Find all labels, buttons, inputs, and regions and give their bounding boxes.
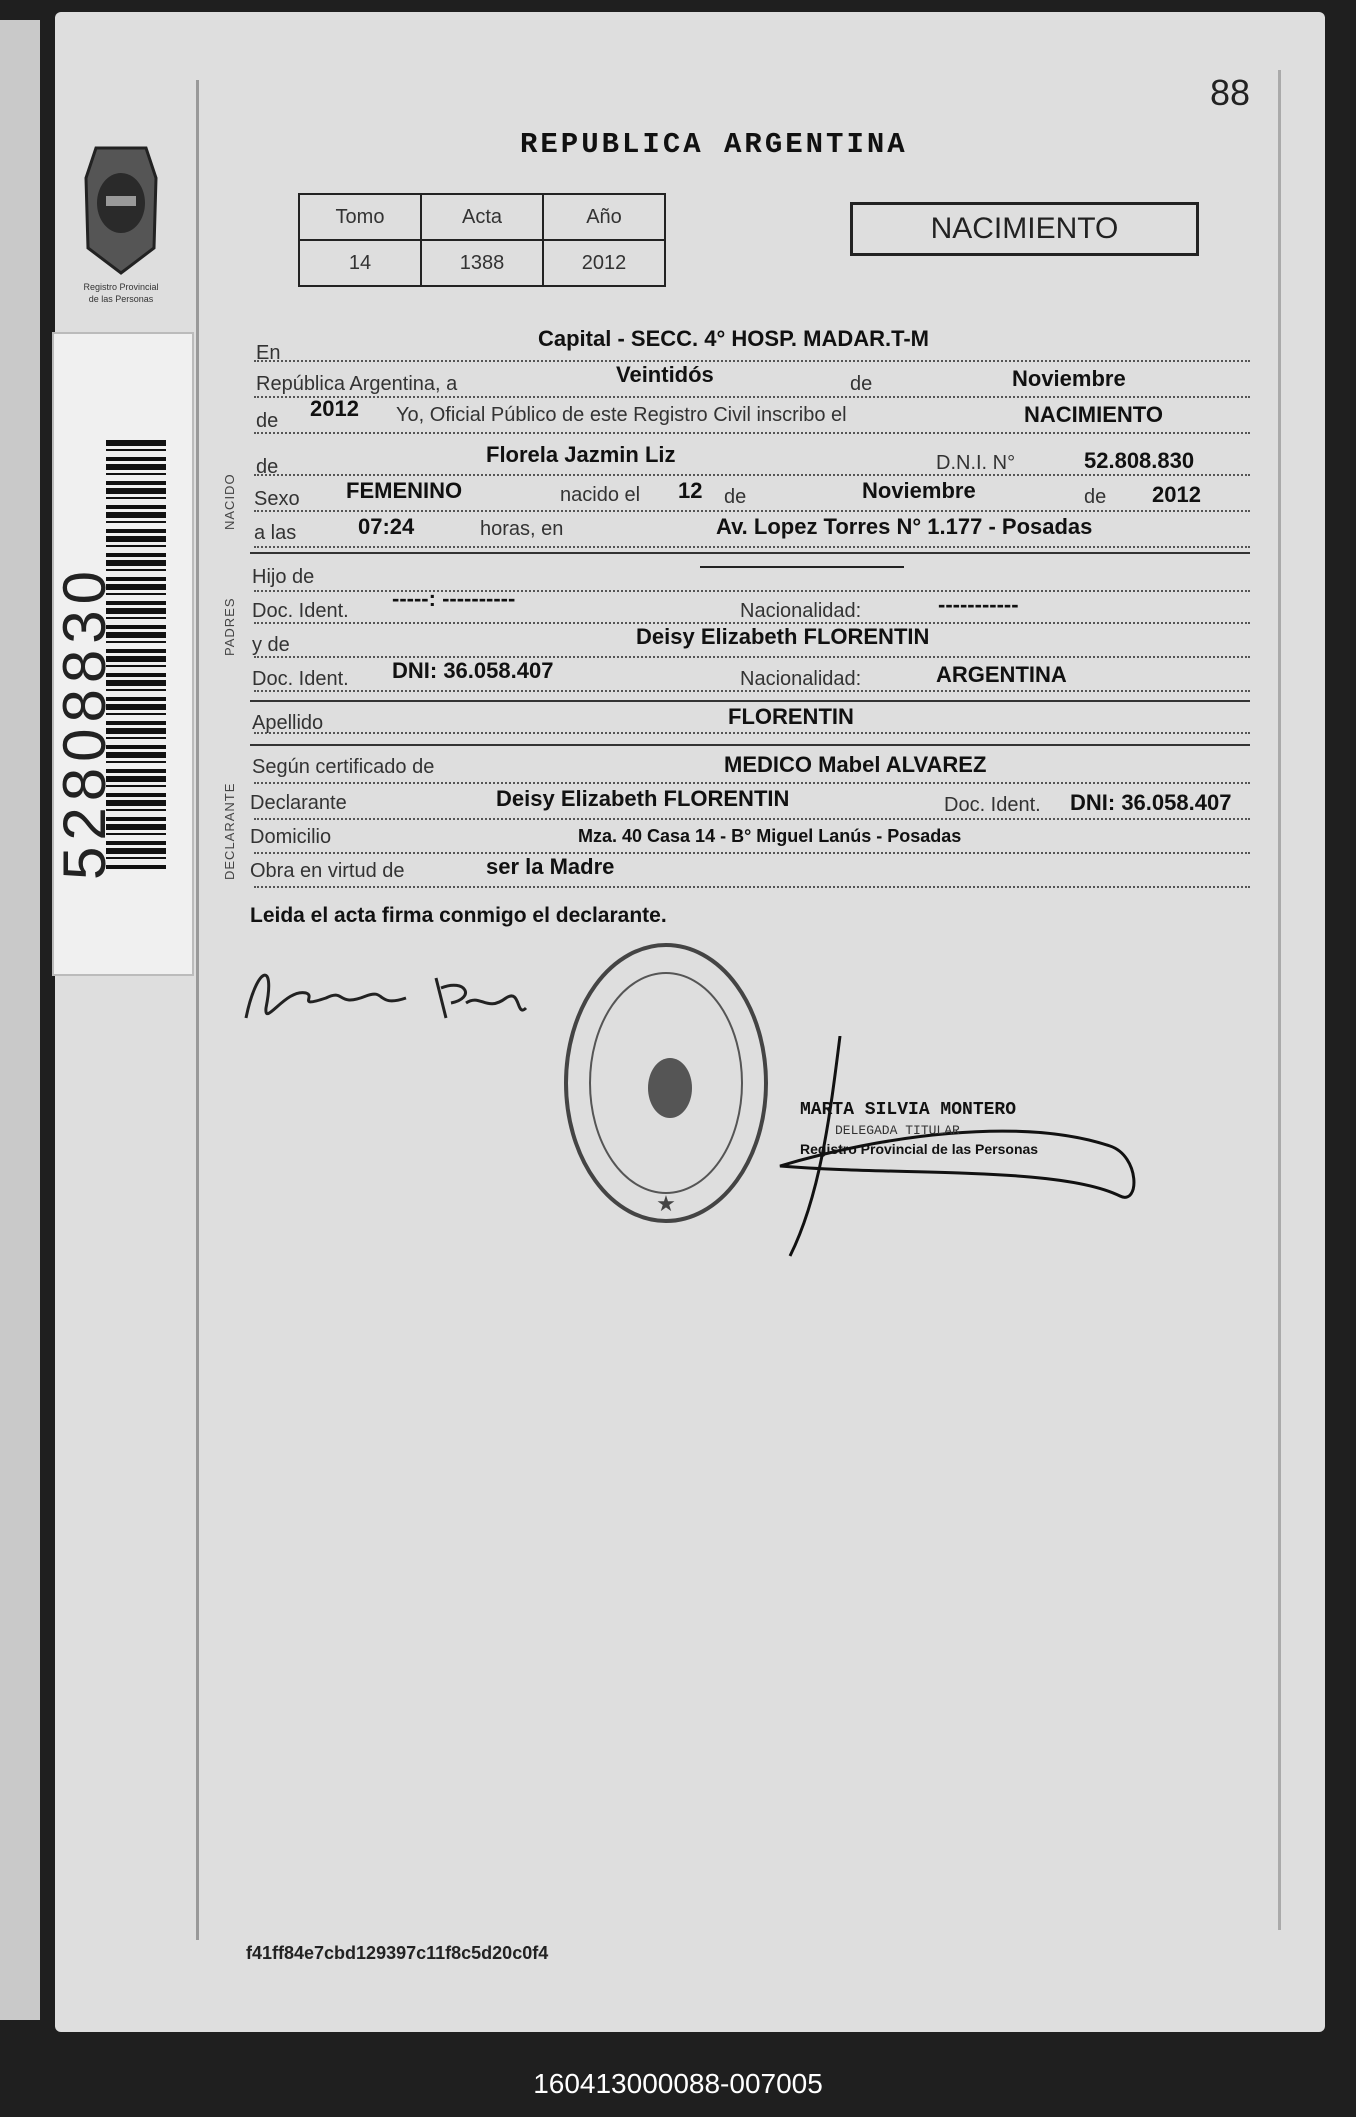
ano-value: 2012 (543, 240, 665, 286)
birth-month: Noviembre (862, 478, 976, 503)
decl-doc-value: DNI: 36.058.407 (1070, 790, 1232, 815)
year-value: 2012 (310, 396, 359, 421)
dotted-line (254, 818, 1250, 820)
en-label: En (256, 342, 281, 364)
page-number: 88 (1210, 72, 1251, 113)
domicilio-value: Mza. 40 Casa 14 - B° Miguel Lanús - Posadas (578, 826, 962, 846)
place-value: Av. Lopez Torres N° 1.177 - Posadas (716, 514, 1093, 539)
apellido-value: FLORENTIN (728, 704, 854, 729)
footer-id: 160413000088-007005 (533, 2068, 823, 2099)
dotted-line (254, 396, 1250, 398)
dni-label: D.N.I. N° (936, 452, 1016, 474)
document-hash: f41ff84e7cbd129397c11f8c5d20c0f4 (246, 1943, 549, 1963)
obra-label: Obra en virtud de (250, 860, 405, 882)
birth-day: 12 (678, 478, 703, 503)
dotted-line (254, 510, 1250, 512)
official-stamp (760, 1036, 1150, 1266)
apellido-label: Apellido (252, 712, 324, 734)
sexo-label: Sexo (254, 488, 300, 510)
declarante-value: Deisy Elizabeth FLORENTIN (496, 786, 790, 811)
padres-side-label: PADRES (222, 597, 237, 656)
registry-logo (66, 138, 176, 318)
name-label: de (256, 456, 279, 478)
de-label: de (850, 373, 873, 395)
hijo-label: Hijo de (252, 566, 315, 588)
tomo-header: Tomo (299, 194, 421, 240)
birth-year: 2012 (1152, 482, 1201, 507)
registry-table (298, 193, 666, 287)
nac1-label: Nacionalidad: (740, 600, 862, 622)
dotted-line (254, 852, 1250, 854)
doc1-label: Doc. Ident. (252, 600, 349, 622)
ano-header: Año (543, 194, 665, 240)
republica-label: República Argentina, a (256, 373, 458, 395)
hour-value: 07:24 (358, 514, 415, 539)
section-divider (250, 744, 1250, 746)
svg-text:MARTA SILVIA MONTERO: MARTA SILVIA MONTERO (800, 1100, 1017, 1120)
sexo-value: FEMENINO (346, 478, 463, 503)
mother-name: Deisy Elizabeth FLORENTIN (636, 624, 930, 649)
document-title: REPUBLICA ARGENTINA (520, 128, 908, 161)
declarant-signature (236, 948, 536, 1038)
year-prefix: de (256, 410, 279, 432)
svg-text:Registro Provincial: Registro Provincial (83, 282, 159, 292)
en-value: Capital - SECC. 4° HOSP. MADAR.T-M (538, 326, 929, 351)
dotted-line (254, 360, 1250, 362)
sticker-number: 52808830 (51, 565, 118, 880)
acta-header: Acta (421, 194, 543, 240)
right-margin-line (1278, 70, 1281, 1930)
doc2-value: DNI: 36.058.407 (392, 658, 554, 683)
dotted-line (254, 782, 1250, 784)
svg-text:de las Personas: de las Personas (88, 294, 154, 304)
nacido-label: nacido el (560, 484, 641, 506)
obra-value: ser la Madre (486, 854, 615, 879)
nac2-label: Nacionalidad: (740, 668, 862, 690)
nac1-value: ----------- (938, 592, 1019, 617)
nac2-value: ARGENTINA (936, 662, 1067, 687)
day-words: Veintidós (616, 362, 714, 387)
birth-de-2: de (1084, 486, 1107, 508)
declarante-side-label: DECLARANTE (222, 782, 237, 880)
act-type-box: NACIMIENTO (850, 202, 1199, 256)
month-value: Noviembre (1012, 366, 1126, 391)
decl-doc-label: Doc. Ident. (944, 794, 1041, 816)
declarante-label: Declarante (250, 792, 347, 814)
person-name: Florela Jazmin Liz (486, 442, 676, 467)
cert-label: Según certificado de (252, 756, 435, 778)
dotted-line (254, 546, 1250, 548)
round-seal (560, 938, 772, 1228)
doc1-value: -----: ---------- (392, 586, 516, 611)
dotted-line (254, 432, 1250, 434)
yde-label: y de (252, 634, 290, 656)
acta-value: 1388 (421, 240, 543, 286)
blank-dash (700, 566, 904, 568)
section-divider (250, 552, 1250, 554)
dotted-line (254, 474, 1250, 476)
nacido-side-label: NACIDO (222, 473, 237, 530)
birth-de-1: de (724, 486, 747, 508)
dotted-line (254, 886, 1250, 888)
section-divider (250, 700, 1250, 702)
doc2-label: Doc. Ident. (252, 668, 349, 690)
closing-statement: Leida el acta firma conmigo el declarante. (250, 904, 667, 927)
official-text: Yo, Oficial Público de este Registro Civil inscribo el (396, 404, 847, 426)
svg-text:DELEGADA TITULAR: DELEGADA TITULAR (835, 1123, 960, 1138)
adjacent-page-edge (0, 20, 40, 2020)
horas-label: horas, en (480, 518, 564, 540)
left-margin-line (196, 80, 199, 1940)
alas-label: a las (254, 522, 297, 544)
inscription-type: NACIMIENTO (1024, 402, 1163, 427)
svg-text:★: ★ (656, 1191, 676, 1216)
dni-value: 52.808.830 (1084, 448, 1195, 473)
domicilio-label: Domicilio (250, 826, 332, 848)
svg-text:Registro Provincial de las Per: Registro Provincial de las Personas (800, 1141, 1039, 1157)
cert-value: MEDICO Mabel ALVAREZ (724, 752, 987, 777)
tomo-value: 14 (299, 240, 421, 286)
dotted-line (254, 732, 1250, 734)
